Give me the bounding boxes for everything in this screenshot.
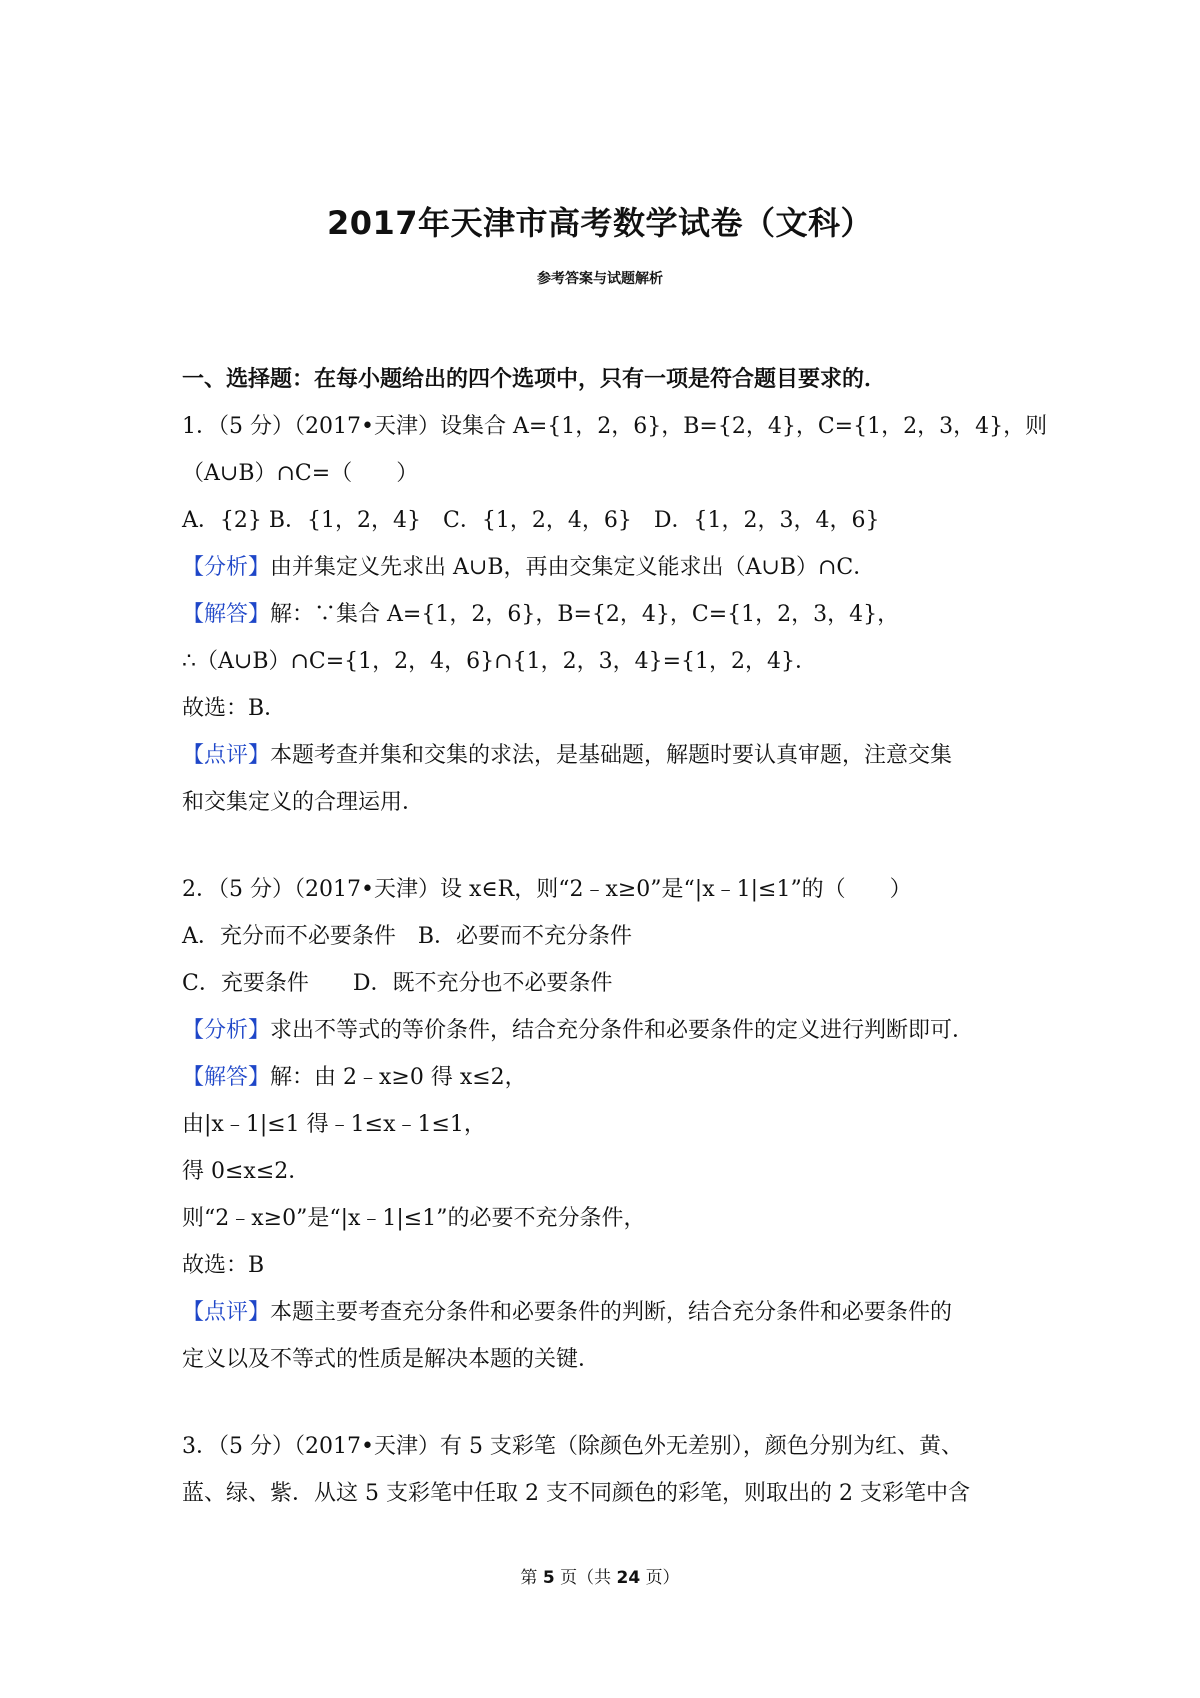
q1-answer: [182, 591, 1042, 638]
q1-comment-line-2: 和交集定义的合理运用．: [182, 790, 425, 815]
q2-analysis: [182, 1007, 1042, 1054]
q2-answer-line-2: 由|x﹣1|≤1 得﹣1≤x﹣1≤1，: [182, 1112, 486, 1137]
footer-page-number: 5: [542, 1568, 555, 1588]
q2-analysis-text: 求出不等式的等价条件，结合充分条件和必要条件的定义进行判断即可．: [270, 1018, 975, 1043]
q1-choice: 故选：B．: [182, 696, 287, 721]
question-2: [182, 866, 1042, 1383]
q1-comment-line-1: 本题考查并集和交集的求法，是基础题，解题时要认真审题，注意交集: [270, 743, 953, 768]
q1-answer-line-1: 解：∵集合 A={1，2，6}，B={2，4}，C={1，2，3，4}，: [270, 602, 900, 627]
question-3: [182, 1423, 1042, 1517]
footer-total-pages: 24: [616, 1568, 641, 1588]
q2-comment-line-2: 定义以及不等式的性质是解决本题的关键．: [182, 1347, 601, 1372]
q2-options-line-1: A．充分而不必要条件 B．必要而不充分条件: [182, 924, 633, 949]
q2-answer-line-1: 解：由 2﹣x≥0 得 x≤2，: [270, 1065, 527, 1090]
analysis-tag: 【分析】: [182, 555, 271, 580]
q1-answer-line-2: ∴（A∪B）∩C={1，2，4，6}∩{1，2，3，4}={1，2，4}．: [182, 649, 818, 674]
question-1: [182, 403, 1048, 826]
page-subtitle: 参考答案与试题解析: [537, 271, 663, 287]
q2-choice: 故选：B: [182, 1253, 265, 1278]
question-spacer: [182, 826, 1042, 866]
q2-options-line-2: C．充要条件 D．既不充分也不必要条件: [182, 971, 613, 996]
q2-stem: 2．（5 分）（2017•天津）设 x∈R，则“2﹣x≥0”是“|x﹣1|≤1”的（ ）: [182, 877, 912, 902]
q1-stem-line-1: 1．（5 分）（2017•天津）设集合 A={1，2，6}，B={2，4}，C={1，2，3，4}，则: [182, 414, 1048, 439]
q2-comment-line-1: 本题主要考查充分条件和必要条件的判断，结合充分条件和必要条件的: [270, 1300, 953, 1325]
q1-analysis: [182, 544, 1042, 591]
footer-prefix: 第: [520, 1568, 538, 1588]
page-footer: [0, 1563, 1200, 1588]
q1-comment: [182, 732, 1042, 779]
q2-answer: [182, 1054, 1042, 1101]
q2-comment: [182, 1289, 1042, 1336]
page-title: 2017年天津市高考数学试卷（文科）: [326, 204, 874, 242]
q1-options: A．{2} B．{1，2，4} C．{1，2，4，6} D．{1，2，3，4，6}: [182, 508, 880, 533]
section-heading: 一、选择题：在每小题给出的四个选项中，只有一项是符合题目要求的．: [182, 367, 887, 392]
document-body: [182, 356, 1048, 1517]
comment-tag: 【点评】: [182, 1300, 271, 1325]
comment-tag: 【点评】: [182, 743, 271, 768]
answer-tag: 【解答】: [182, 602, 271, 627]
q1-analysis-text: 由并集定义先求出 A∪B，再由交集定义能求出（A∪B）∩C．: [270, 555, 876, 580]
q3-stem-line-2: 蓝、绿、紫．从这 5 支彩笔中任取 2 支不同颜色的彩笔，则取出的 2 支彩笔中含: [182, 1481, 970, 1506]
q2-answer-line-3: 得 0≤x≤2．: [182, 1159, 311, 1184]
footer-middle: 页（共: [560, 1568, 612, 1588]
analysis-tag: 【分析】: [182, 1018, 271, 1043]
q1-stem-line-2: （A∪B）∩C=（ ）: [182, 461, 419, 486]
answer-tag: 【解答】: [182, 1065, 271, 1090]
question-spacer: [182, 1383, 1042, 1423]
q3-stem-line-1: 3．（5 分）（2017•天津）有 5 支彩笔（除颜色外无差别），颜色分别为红、黄、: [182, 1434, 963, 1459]
q2-answer-line-4: 则“2﹣x≥0”是“|x﹣1|≤1”的必要不充分条件，: [182, 1206, 646, 1231]
footer-suffix: 页）: [645, 1568, 680, 1588]
